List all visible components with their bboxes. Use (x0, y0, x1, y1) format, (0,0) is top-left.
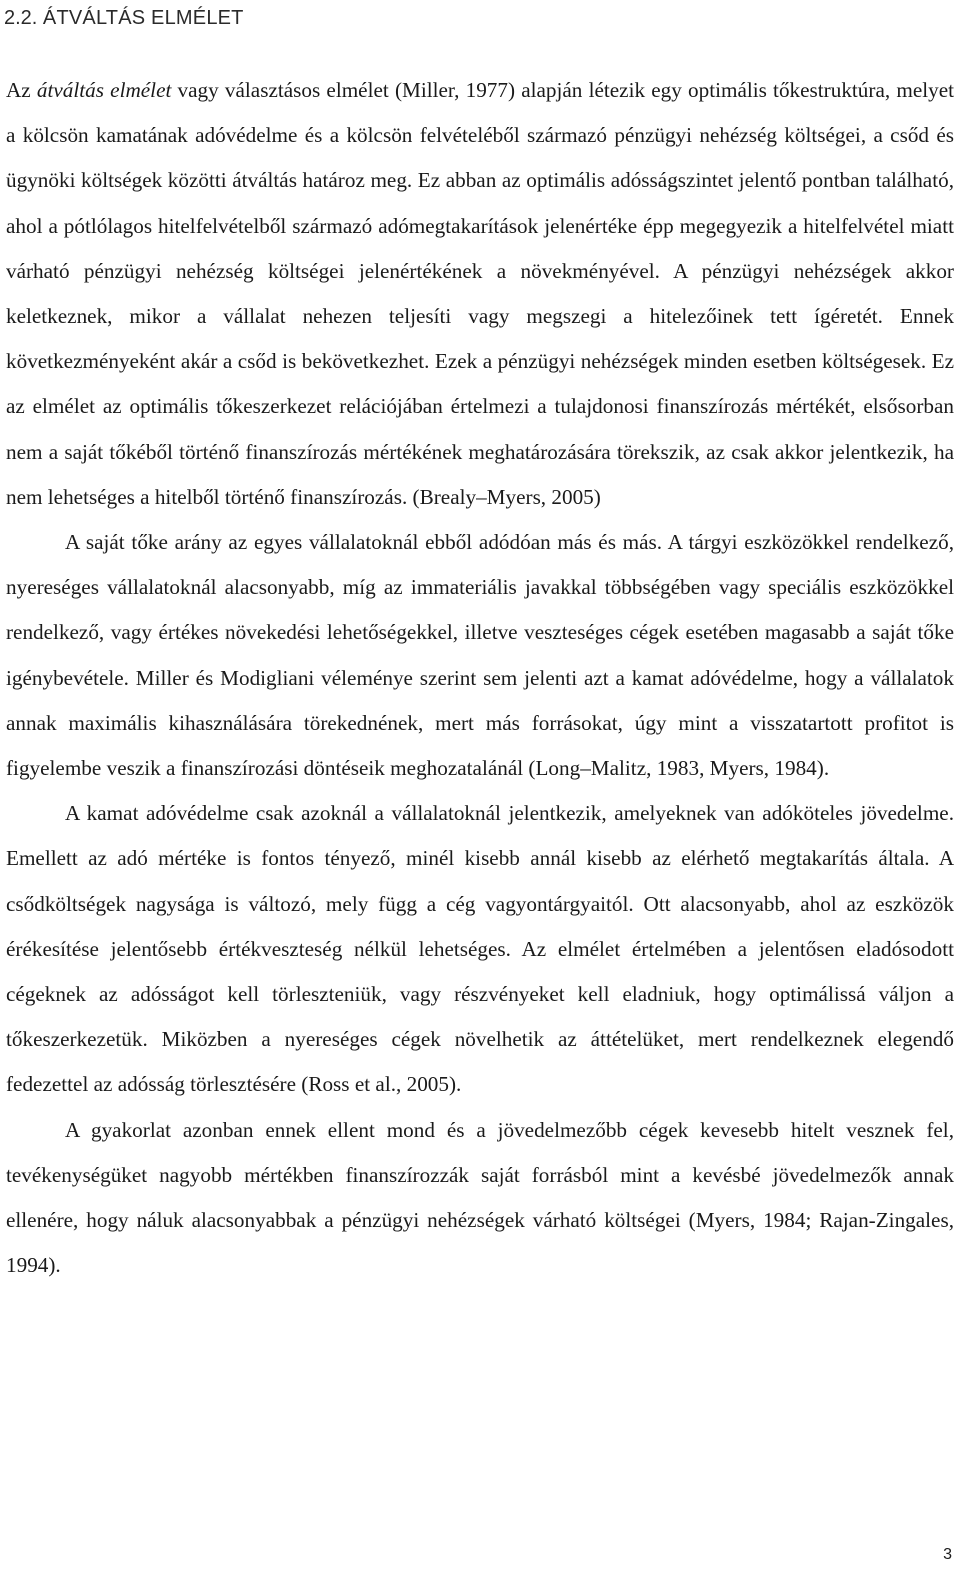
paragraph-1-lead: Az (6, 78, 37, 102)
section-heading (4, 6, 244, 30)
paragraph-1 (6, 68, 954, 520)
section-number: 2.2. (4, 7, 38, 29)
body-text (6, 68, 954, 1288)
term-atvaltas-elmelet: átváltás elmélet (36, 78, 172, 102)
paragraph-2: A saját tőke arány az egyes vállalatoknál ebből adódóan más és más. A tárgyi eszközökkel rendelkező, nyereséges vállalatoknál alacsonyabb, míg az immateriális javakkal többségében vagy speciális eszközökkel rendelkező, vagy értékes növekedési lehetőségekkel, illetve veszteséges cégek esetében magasabb a saját tőke igénybevétele. Miller és Modigliani véleménye szerint sem jelenti azt a kamat adóvédelme, hogy a vállalatok annak maximális kihasználására törekednének, mert más forrásokat, úgy mint a visszatartott profitot is figyelembe veszik a finanszírozási döntéseik meghozatalánál (Long–Malitz, 1983, Myers, 1984). (6, 530, 954, 781)
paragraph-4: A gyakorlat azonban ennek ellent mond és a jövedelmezőbb cégek kevesebb hitelt vesznek fel, tevékenységüket nagyobb mértékben finanszírozzák saját forrásból mint a kevésbé jövedelmezők annak ellenére, hogy náluk alacsonyabbak a pénzügyi nehézségek várható költségei (Myers, 1984; Rajan-Zingales, 1994). (6, 1117, 954, 1278)
page-number: 3 (943, 1546, 952, 1563)
section-title: ÁTVÁLTÁS ELMÉLET (42, 7, 244, 29)
paragraph-3: A kamat adóvédelme csak azoknál a vállalatoknál jelentkezik, amelyeknek van adóköteles jövedelme. Emellett az adó mértéke is fontos tényező, minél kisebb annál kisebb az elérhető megtakarítás általa. A csődköltségek nagysága is változó, mely függ a cég vagyontárgyaitól. Ott alacsonyabb, ahol az eszközök érékesítése jelentősebb értékveszteség nélkül lehetséges. Az elmélet értelmében a jelentősen eladósodott cégeknek az adósságot kell törleszteniük, vagy részvényeket kell eladniuk, hogy optimálissá váljon a tőkeszerkezetük. Miközben a nyereséges cégek növelhetik az áttételüket, mert rendelkeznek elegendő fedezettel az adósság törlesztésére (Ross et al., 2005). (6, 801, 954, 1097)
paragraph-1-text: vagy választásos elmélet (Miller, 1977) alapján létezik egy optimális tőkestruktúra, melyet a kölcsön kamatának adóvédelme és a kölcsön felvételéből származó pénzügyi nehézség költségei, a csőd és ügynöki költségek közötti átváltás határoz meg. Ez abban az optimális adósságszintet jelentő pontban található, ahol a pótlólagos hitelfelvételből származó adómegtakarítások jelenértéke épp megegyezik a hitelfelvétel miatt várható pénzügyi nehézség költségei jelenértékének a növekményével. A pénzügyi nehézségek akkor keletkeznek, mikor a vállalat nehezen teljesíti vagy megszegi a hitelezőinek tett ígéretét. Ennek következményeként akár a csőd is bekövetkezhet. Ezek a pénzügyi nehézségek minden esetben költségesek. Ez az elmélet az optimális tőkeszerkezet relációjában értelmezi a tulajdonosi finanszírozás mértékét, elsősorban nem a saját tőkéből történő finanszírozás mértékének meghatározására törekszik, az csak akkor jelentkezik, ha nem lehetséges a hitelből történő finanszírozás. (Brealy–Myers, 2005) (6, 78, 954, 509)
